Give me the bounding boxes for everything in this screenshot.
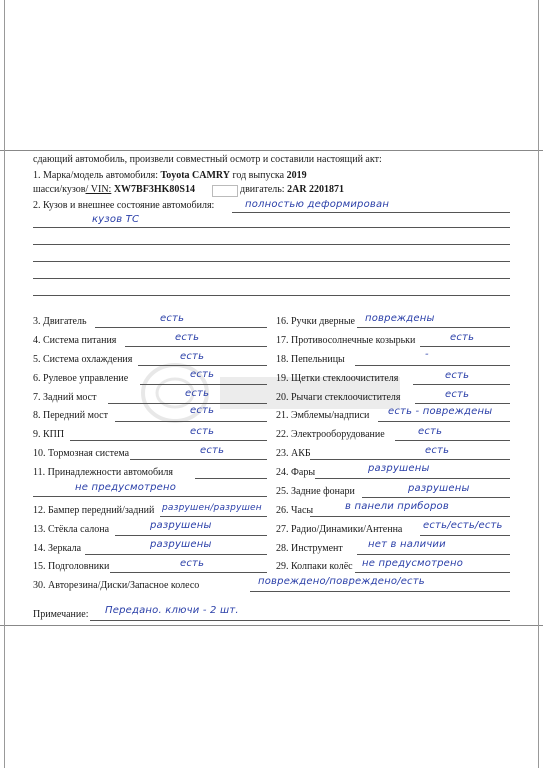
item-label: 11. Принадлежности автомобиля (33, 467, 173, 478)
item-hw: разрушены (150, 520, 212, 531)
item-label: 18. Пепельницы (276, 354, 345, 365)
item-label: 8. Передний мост (33, 410, 108, 421)
item-label: 24. Фары (276, 467, 316, 478)
item-hw: есть (175, 332, 200, 343)
vin-value: XW7BF3HK80S14 (113, 184, 195, 195)
item-label: 3. Двигатель (33, 316, 87, 327)
item-label: 6. Рулевое управление (33, 373, 129, 384)
line (195, 478, 267, 479)
item-hw: есть/есть/есть (423, 520, 503, 531)
line (95, 327, 267, 328)
item-hw: есть (185, 388, 210, 399)
note-hw: Передано. ключи - 2 шт. (105, 605, 239, 616)
item-label: 19. Щетки стеклоочистителя (276, 373, 399, 384)
line (420, 346, 510, 347)
body-condition-label: 2. Кузов и внешнее состояние автомобиля: (33, 200, 215, 211)
line (90, 620, 510, 621)
line (250, 591, 510, 592)
line (355, 365, 510, 366)
item-hw: повреждены (365, 313, 435, 324)
item-label: 20. Рычаги стеклоочистителя (276, 392, 401, 403)
line (232, 212, 510, 213)
item-label: 10. Тормозная система (33, 448, 130, 459)
tires-label: 30. Авторезина/Диски/Запасное колесо (33, 580, 200, 591)
item-hw: есть (445, 370, 470, 381)
item-hw: есть (190, 426, 215, 437)
car-model-value: Toyota CAMRY (160, 170, 231, 181)
line (357, 327, 510, 328)
vin-row (33, 184, 195, 196)
line (315, 478, 510, 479)
item-label: 12. Бампер передний/задний (33, 505, 155, 516)
year-value: 2019 (286, 170, 307, 181)
line (115, 421, 267, 422)
item-hw: нет в наличии (368, 539, 446, 550)
line (85, 554, 267, 555)
item-hw: в панели приборов (345, 501, 449, 512)
line (33, 261, 510, 262)
item-label: 15. Подголовники (33, 561, 110, 572)
item-hw: - (425, 349, 429, 360)
item-hw: разрушены (150, 539, 212, 550)
item-label: 23. АКБ (276, 448, 311, 459)
item-label: 25. Задние фонари (276, 486, 355, 497)
item-label: 28. Инструмент (276, 543, 343, 554)
line (310, 516, 510, 517)
top-border (0, 150, 543, 151)
item-label: 5. Система охлаждения (33, 354, 133, 365)
line (125, 346, 267, 347)
item-label: 9. КПП (33, 429, 65, 440)
item-label: 21. Эмблемы/надписи (276, 410, 370, 421)
item-hw: есть (180, 351, 205, 362)
item-hw: есть - повреждены (388, 406, 493, 417)
item-hw: есть (180, 558, 205, 569)
item-hw: есть (418, 426, 443, 437)
line (33, 295, 510, 296)
item-label: 16. Ручки дверные (276, 316, 355, 327)
line (413, 384, 510, 385)
line (108, 403, 267, 404)
item-label: 14. Зеркала (33, 543, 82, 554)
item-label: 4. Система питания (33, 335, 117, 346)
line (130, 459, 267, 460)
vin-label: / VIN: (85, 184, 112, 195)
item-hw: разрушен/разрушен (162, 503, 262, 513)
car-model-label: 1. Марка/модель автомобиля: (33, 170, 158, 181)
line (138, 365, 267, 366)
item-label: 29. Колпаки колёс (276, 561, 353, 572)
line (395, 440, 510, 441)
engine-label: двигатель: (240, 184, 285, 195)
line (310, 459, 510, 460)
item-hw: есть (450, 332, 475, 343)
line (33, 244, 510, 245)
item-label: 17. Противосолнечные козырьки (276, 335, 416, 346)
line (115, 535, 267, 536)
item-hw: есть (200, 445, 225, 456)
tires-hw: повреждено/повреждено/есть (258, 576, 425, 587)
car-model-row (33, 170, 307, 182)
line (362, 497, 510, 498)
line (33, 227, 510, 228)
item-label: 22. Электрооборудование (276, 429, 385, 440)
body-condition-hw: полностью деформирован (245, 199, 390, 210)
item-hw: разрушены (368, 463, 430, 474)
line (355, 572, 510, 573)
left-scan-edge (4, 0, 5, 768)
intro-text: сдающий автомобиль, произвели совместный осмотр и составили настоящий акт: (33, 154, 382, 165)
line (415, 403, 510, 404)
item-label: 27. Радио/Динамики/Антенна (276, 524, 403, 535)
line (378, 421, 510, 422)
item-hw: не предусмотрено (362, 558, 464, 569)
line (110, 572, 267, 573)
item-hw: не предусмотрено (75, 482, 177, 493)
item-hw: есть (445, 389, 470, 400)
right-scan-edge (538, 0, 539, 768)
note-label: Примечание: (33, 609, 89, 620)
item-hw: есть (190, 405, 215, 416)
year-label: год выпуска (232, 170, 285, 181)
line (357, 554, 510, 555)
line (160, 516, 267, 517)
engine-value: 2AR 2201871 (287, 184, 345, 195)
line (33, 496, 267, 497)
item-label: 13. Стёкла салона (33, 524, 110, 535)
chassis-label: шасси/кузов (33, 184, 86, 195)
item-label: 26. Часы (276, 505, 314, 516)
item-hw: есть (425, 445, 450, 456)
engine-row (240, 184, 344, 196)
item-hw: разрушены (408, 483, 470, 494)
body-condition-hw-2: кузов ТС (92, 214, 140, 225)
line (420, 535, 510, 536)
vin-redaction (212, 185, 238, 197)
item-hw: есть (160, 313, 185, 324)
line (70, 440, 267, 441)
bottom-border (0, 625, 543, 626)
line (140, 384, 267, 385)
item-hw: есть (190, 369, 215, 380)
item-label: 7. Задний мост (33, 392, 97, 403)
line (33, 278, 510, 279)
